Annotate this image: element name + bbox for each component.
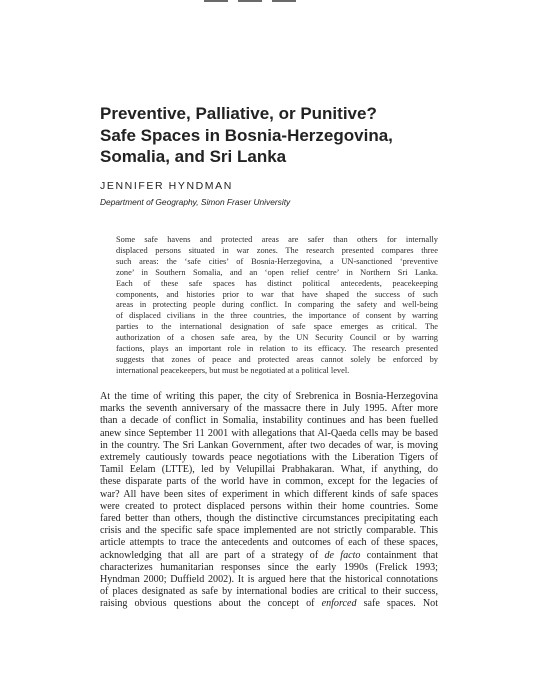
body-line: were created to protect displaced persons within their home countries. Some: [100, 500, 438, 512]
abstract: [116, 235, 438, 377]
body-line: Hyndman 2000; Duffield 2002). It is argued here that the historical connotations: [100, 574, 438, 586]
title-line: Somalia, and Sri Lanka: [100, 147, 287, 166]
abstract-line: displaced persons situated in war zones. The research presented compares three: [116, 245, 438, 255]
abstract-line: areas in protecting people during conflict. In comparing the safety and well-being: [116, 300, 438, 310]
page-edge-marks: [204, 0, 296, 4]
body-line: fared better than others, though the distinctive circumstances precipitating each: [100, 513, 438, 525]
abstract-line: zone’ in Southern Somalia, and an ‘open relief centre’ in Northern Sri Lanka.: [116, 267, 438, 277]
body-line: these disparate parts of the world have in common, except for the legacies of: [100, 476, 438, 488]
body-line: characterizes humanitarian responses since the early 1990s (Frelick 1993;: [100, 561, 438, 573]
body-line: extremely cautiously towards peace negotiations with the Liberation Tigers of: [100, 452, 438, 464]
body-text: [100, 391, 438, 611]
author-affiliation: Department of Geography, Simon Fraser University: [100, 197, 291, 207]
abstract-line: components, and histories prior to war that have shaped the success of such: [116, 289, 438, 299]
body-line: in the country. The Sri Lankan Government, after two decades of war, is moving: [100, 439, 438, 451]
body-line: war? All have been sites of experiment in which different kinds of safe spaces: [100, 488, 438, 500]
title-line: Preventive, Palliative, or Punitive?: [100, 104, 377, 123]
body-line: marks the seventh anniversary of the massacre there in July 1995. After more: [100, 403, 438, 415]
body-line: acknowledging that all are part of a strategy of de facto containment that: [100, 549, 438, 561]
abstract-line: authorization of a chosen safe area, by the UN Security Council or by warring: [116, 333, 438, 343]
body-line: Tamil Eelam (LTTE), led by Velupillai Prabhakaran. What, if anything, do: [100, 464, 438, 476]
abstract-line: such areas: the ‘safe cities’ of Bosnia-Herzegovina, a UN-sanctioned ‘preventive: [116, 256, 438, 266]
abstract-line: suggests that zones of peace and protected areas cannot solely be enforced by: [116, 354, 438, 364]
body-line: than a decade of conflict in Somalia, instability continues and has been fuelled: [100, 415, 438, 427]
body-line: raising obvious questions about the concept of enforced safe spaces. Not: [100, 598, 439, 610]
article-title: [100, 103, 460, 168]
abstract-line: Some safe havens and protected areas are safer than others for internally: [116, 235, 438, 244]
body-line: article attempts to trace the antecedents and outcomes of each of these spaces,: [100, 537, 438, 549]
abstract-line: factions, plays an important role in relation to its efficacy. The research presented: [116, 344, 438, 354]
abstract-line: parties to the international designation of safe space emerges as critical. The: [116, 322, 438, 332]
abstract-line: of displaced civilians in the three countries, the importance of consent by warring: [116, 311, 438, 321]
author-name: JENNIFER HYNDMAN: [100, 180, 233, 192]
abstract-line: international peacekeepers, but must be negotiated at a political level.: [116, 365, 350, 375]
body-line: of places designated as safe by international bodies are critical to their success,: [100, 586, 438, 598]
body-line: anew since September 11 2001 with allegations that Al-Qaeda cells may be based: [100, 427, 438, 439]
abstract-line: Each of these safe spaces has distinct political antecedents, peacekeeping: [116, 278, 438, 288]
body-line: crisis and the specific safe space implemented are not strictly comparable. This: [100, 525, 438, 537]
body-line: At the time of writing this paper, the city of Srebrenica in Bosnia-Herzegovina: [100, 391, 438, 402]
title-line: Safe Spaces in Bosnia-Herzegovina,: [100, 125, 393, 145]
